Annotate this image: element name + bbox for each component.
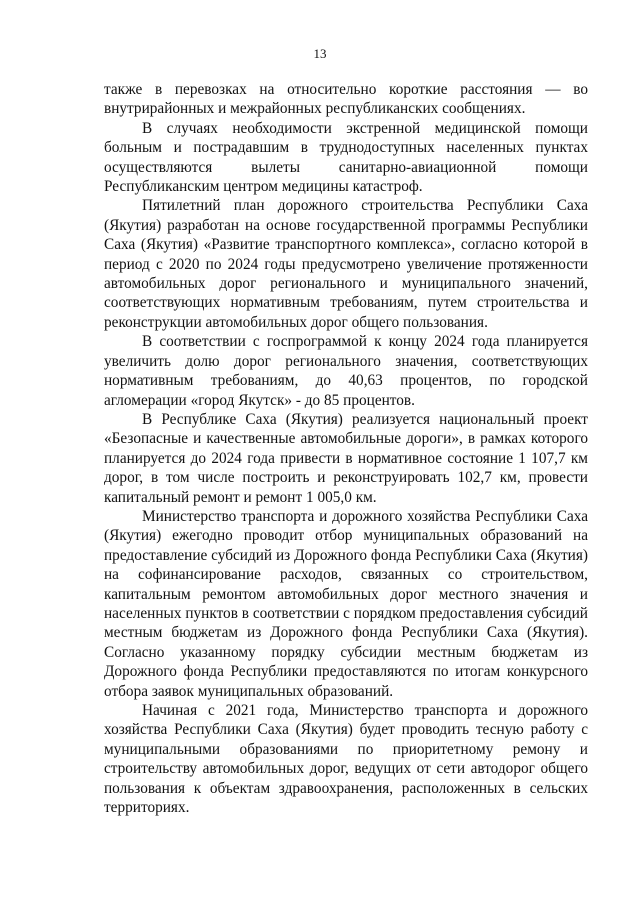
paragraph-state-program-targets: В соответствии с госпрограммой к концу 2024 года планируется увеличить долю дорог регионального значения, соответствующих нормативным требованиям, до 40,63 процентов, по городской агломерации «город Якутск» - до 85 процентов. (104, 333, 588, 409)
paragraph-transport-continuation: также в перевозках на относительно короткие расстояния — во внутрирайонных и межрайонных республиканских сообщениях. (104, 81, 588, 118)
page-number: 13 (313, 46, 327, 61)
paragraph-medical-aviation: В случаях необходимости экстренной медицинской помощи больным и пострадавшим в труднодоступных населенных пунктах осуществляются вылеты санитарно-авиационной помощи Республиканским центром медицины катастроф. (104, 119, 588, 196)
paragraph-national-project: В Республике Саха (Якутия) реализуется национальный проект «Безопасные и качественные автомобильные дороги», в рамках которого планируется до 2024 года привести в нормативное состояние 1 107,7 км дорог, в том числе построить и реконструировать 102,7 км, провести капитальный ремонт и ремонт 1 005,0 км. (104, 410, 588, 506)
document-body (104, 80, 588, 817)
paragraph-rural-healthcare-roads: Начиная с 2021 года, Министерство транспорта и дорожного хозяйства Республики Саха (Якутия) будет проводить тесную работу с муниципальными образованиями по приоритетному ремону и строительству автомобильных дорог, ведущих от сети автодорог общего пользования к объектам здравоохранения, расположенных в сельских территориях. (104, 702, 588, 817)
paragraph-road-fund-subsidies: Министерство транспорта и дорожного хозяйства Республики Саха (Якутия) ежегодно проводит отбор муниципальных образований на предоставление субсидий из Дорожного фонда Республики Саха (Якутия) на софинансирование расходов, связанных со строительством, капитальным ремонтом автомобильных дорог местного значения и населенных пунктов в соответствии с порядком предоставления субсидий местным бюджетам из Дорожного фонда Республики Саха (Якутия). Согласно указанному порядку субсидии местным бюджетам из Дорожного фонда Республики предоставляются по итогам конкурсного отбора заявок муниципальных образований. (104, 507, 588, 700)
paragraph-road-construction-plan: Пятилетний план дорожного строительства Республики Саха (Якутия) разработан на основе государственной программы Республики Саха (Якутия) «Развитие транспортного комплекса», согласно которой в период с 2020 по 2024 годы предусмотрено увеличение протяженности автомобильных дорог регионального и муниципального значений, соответствующих нормативным требованиям, путем строительства и реконструкции автомобильных дорог общего пользования. (104, 197, 588, 331)
